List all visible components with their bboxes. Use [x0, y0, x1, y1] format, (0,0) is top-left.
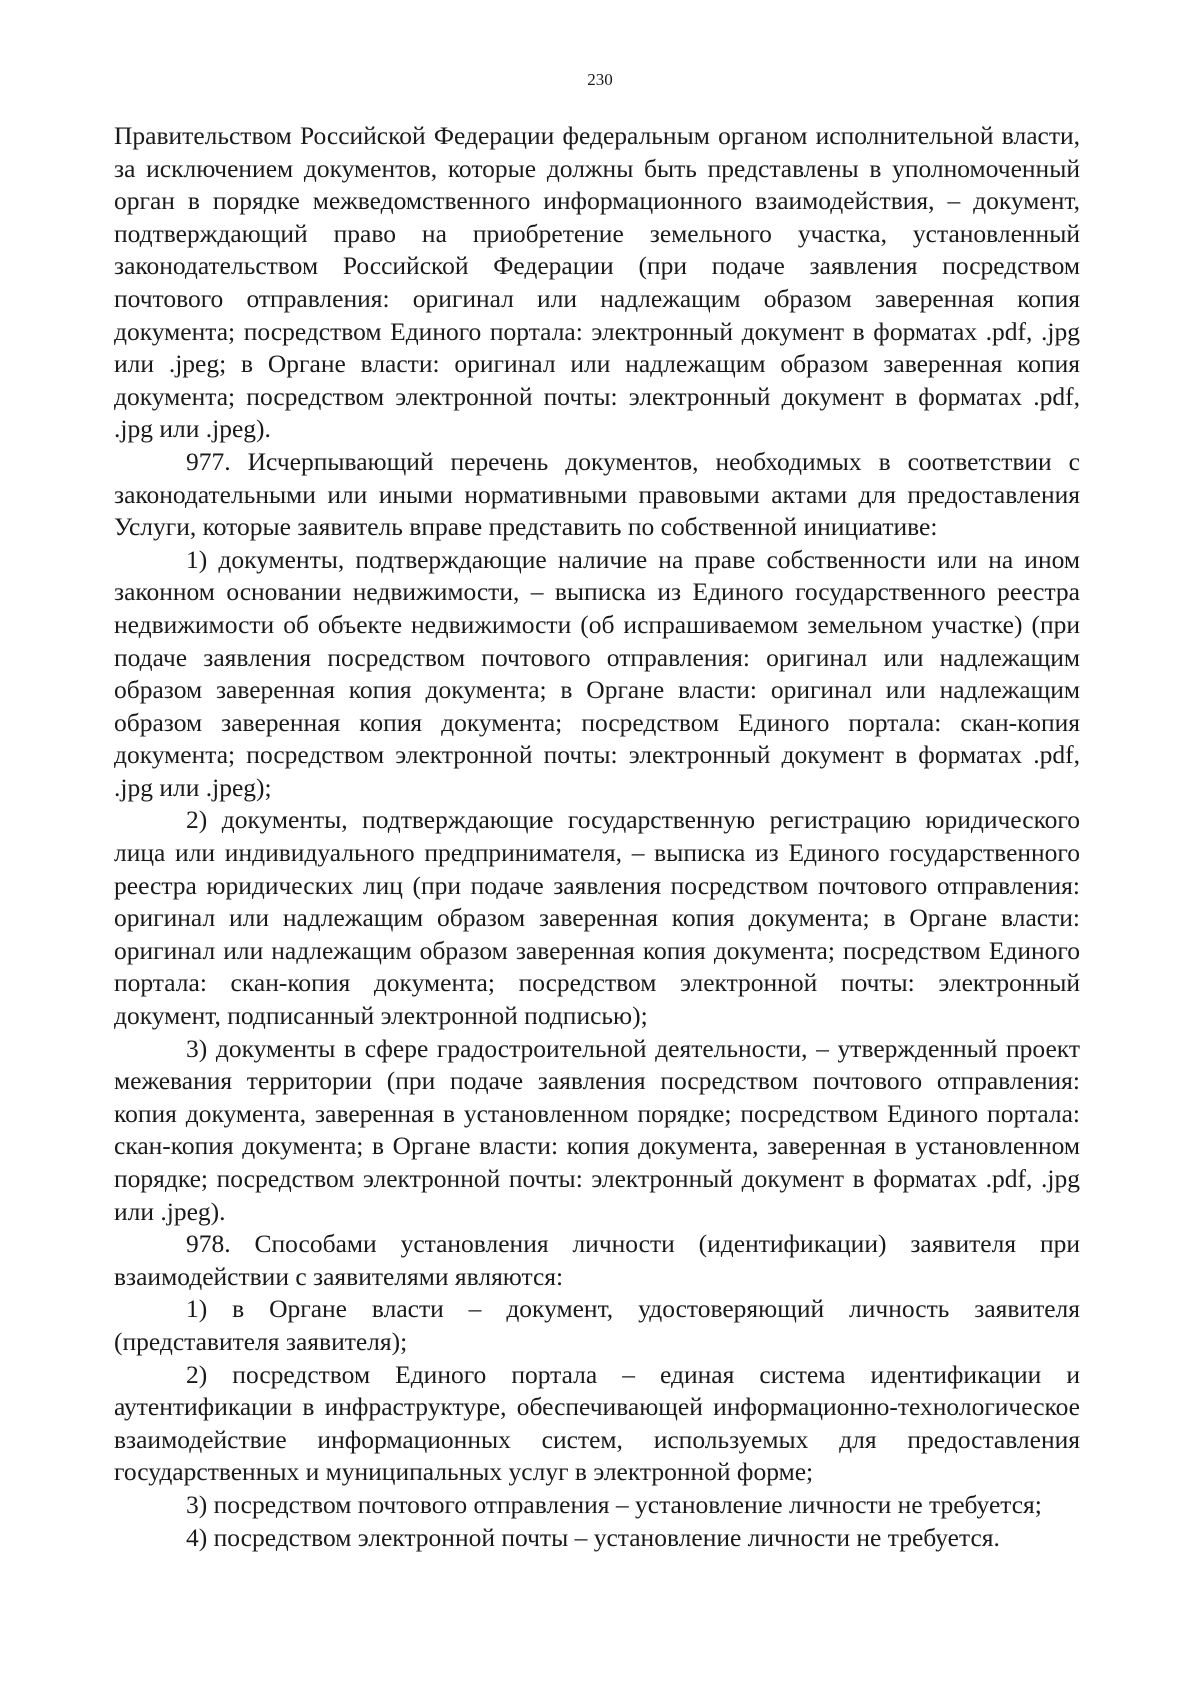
paragraph-continuation: Правительством Российской Федерации федеральным органом исполнительной власти, за исключением документов, которые должны быть представлены в уполномоченный орган в порядке межведомственного информационного взаимодействия, – документ, подтверждающий право на приобретение земельного участка, установленный законодательством Российской Федерации (при подаче заявления посредством почтового отправления: оригинал или надлежащим образом заверенная копия документа; посредством Единого портала: электронный документ в форматах .pdf, .jpg или .jpeg; в Органе власти: оригинал или надлежащим образом заверенная копия документа; посредством электронной почты: электронный документ в форматах .pdf, .jpg или .jpeg). [114, 121, 1080, 444]
paragraph-978-item-3: 3) посредством почтового отправления – установление личности не требуется; [186, 1489, 1042, 1519]
paragraph-977: 977. Исчерпывающий перечень документов, необходимых в соответствии с законодательными или иными нормативными правовыми актами для предоставления Услуги, которые заявитель вправе представить по собственной инициативе: [114, 446, 1080, 542]
paragraph-978: 978. Способами установления личности (идентификации) заявителя при взаимодействии с заявителями являются: [114, 1229, 1080, 1291]
paragraph-977-item-2: 2) документы, подтверждающие государственную регистрацию юридического лица или индивидуального предпринимателя, – выписка из Единого государственного реестра юридических лиц (при подаче заявления посредством почтового отправления: оригинал или надлежащим образом заверенная копия документа; в Органе власти: оригинал или надлежащим образом заверенная копия документа; посредством Единого портала: скан-копия документа; посредством электронной почты: электронный документ, подписанный электронной подписью); [114, 805, 1080, 1031]
page-number: 230 [587, 70, 613, 89]
paragraph-978-item-4: 4) посредством электронной почты – установление личности не требуется. [186, 1522, 1000, 1552]
document-body [114, 120, 1080, 1554]
paragraph-978-item-2: 2) посредством Единого портала – единая система идентификации и аутентификации в инфраструктуре, обеспечивающей информационно-технологическое взаимодействие информационных систем, используемых для предоставления государственных и муниципальных услуг в электронной форме; [114, 1359, 1080, 1487]
paragraph-978-item-1: 1) в Органе власти – документ, удостоверяющий личность заявителя (представителя заявителя); [114, 1294, 1080, 1356]
paragraph-977-item-1: 1) документы, подтверждающие наличие на праве собственности или на ином законном основании недвижимости, – выписка из Единого государственного реестра недвижимости об объекте недвижимости (об испрашиваемом земельном участке) (при подаче заявления посредством почтового отправления: оригинал или надлежащим образом заверенная копия документа; в Органе власти: оригинал или надлежащим образом заверенная копия документа; посредством Единого портала: скан-копия документа; посредством электронной почты: электронный документ в форматах .pdf, .jpg или .jpeg); [114, 544, 1080, 802]
paragraph-977-item-3: 3) документы в сфере градостроительной деятельности, – утвержденный проект межевания территории (при подаче заявления посредством почтового отправления: копия документа, заверенная в установленном порядке; посредством Единого портала: скан-копия документа; в Органе власти: копия документа, заверенная в установленном порядке; посредством электронной почты: электронный документ в форматах .pdf, .jpg или .jpeg). [114, 1033, 1080, 1226]
